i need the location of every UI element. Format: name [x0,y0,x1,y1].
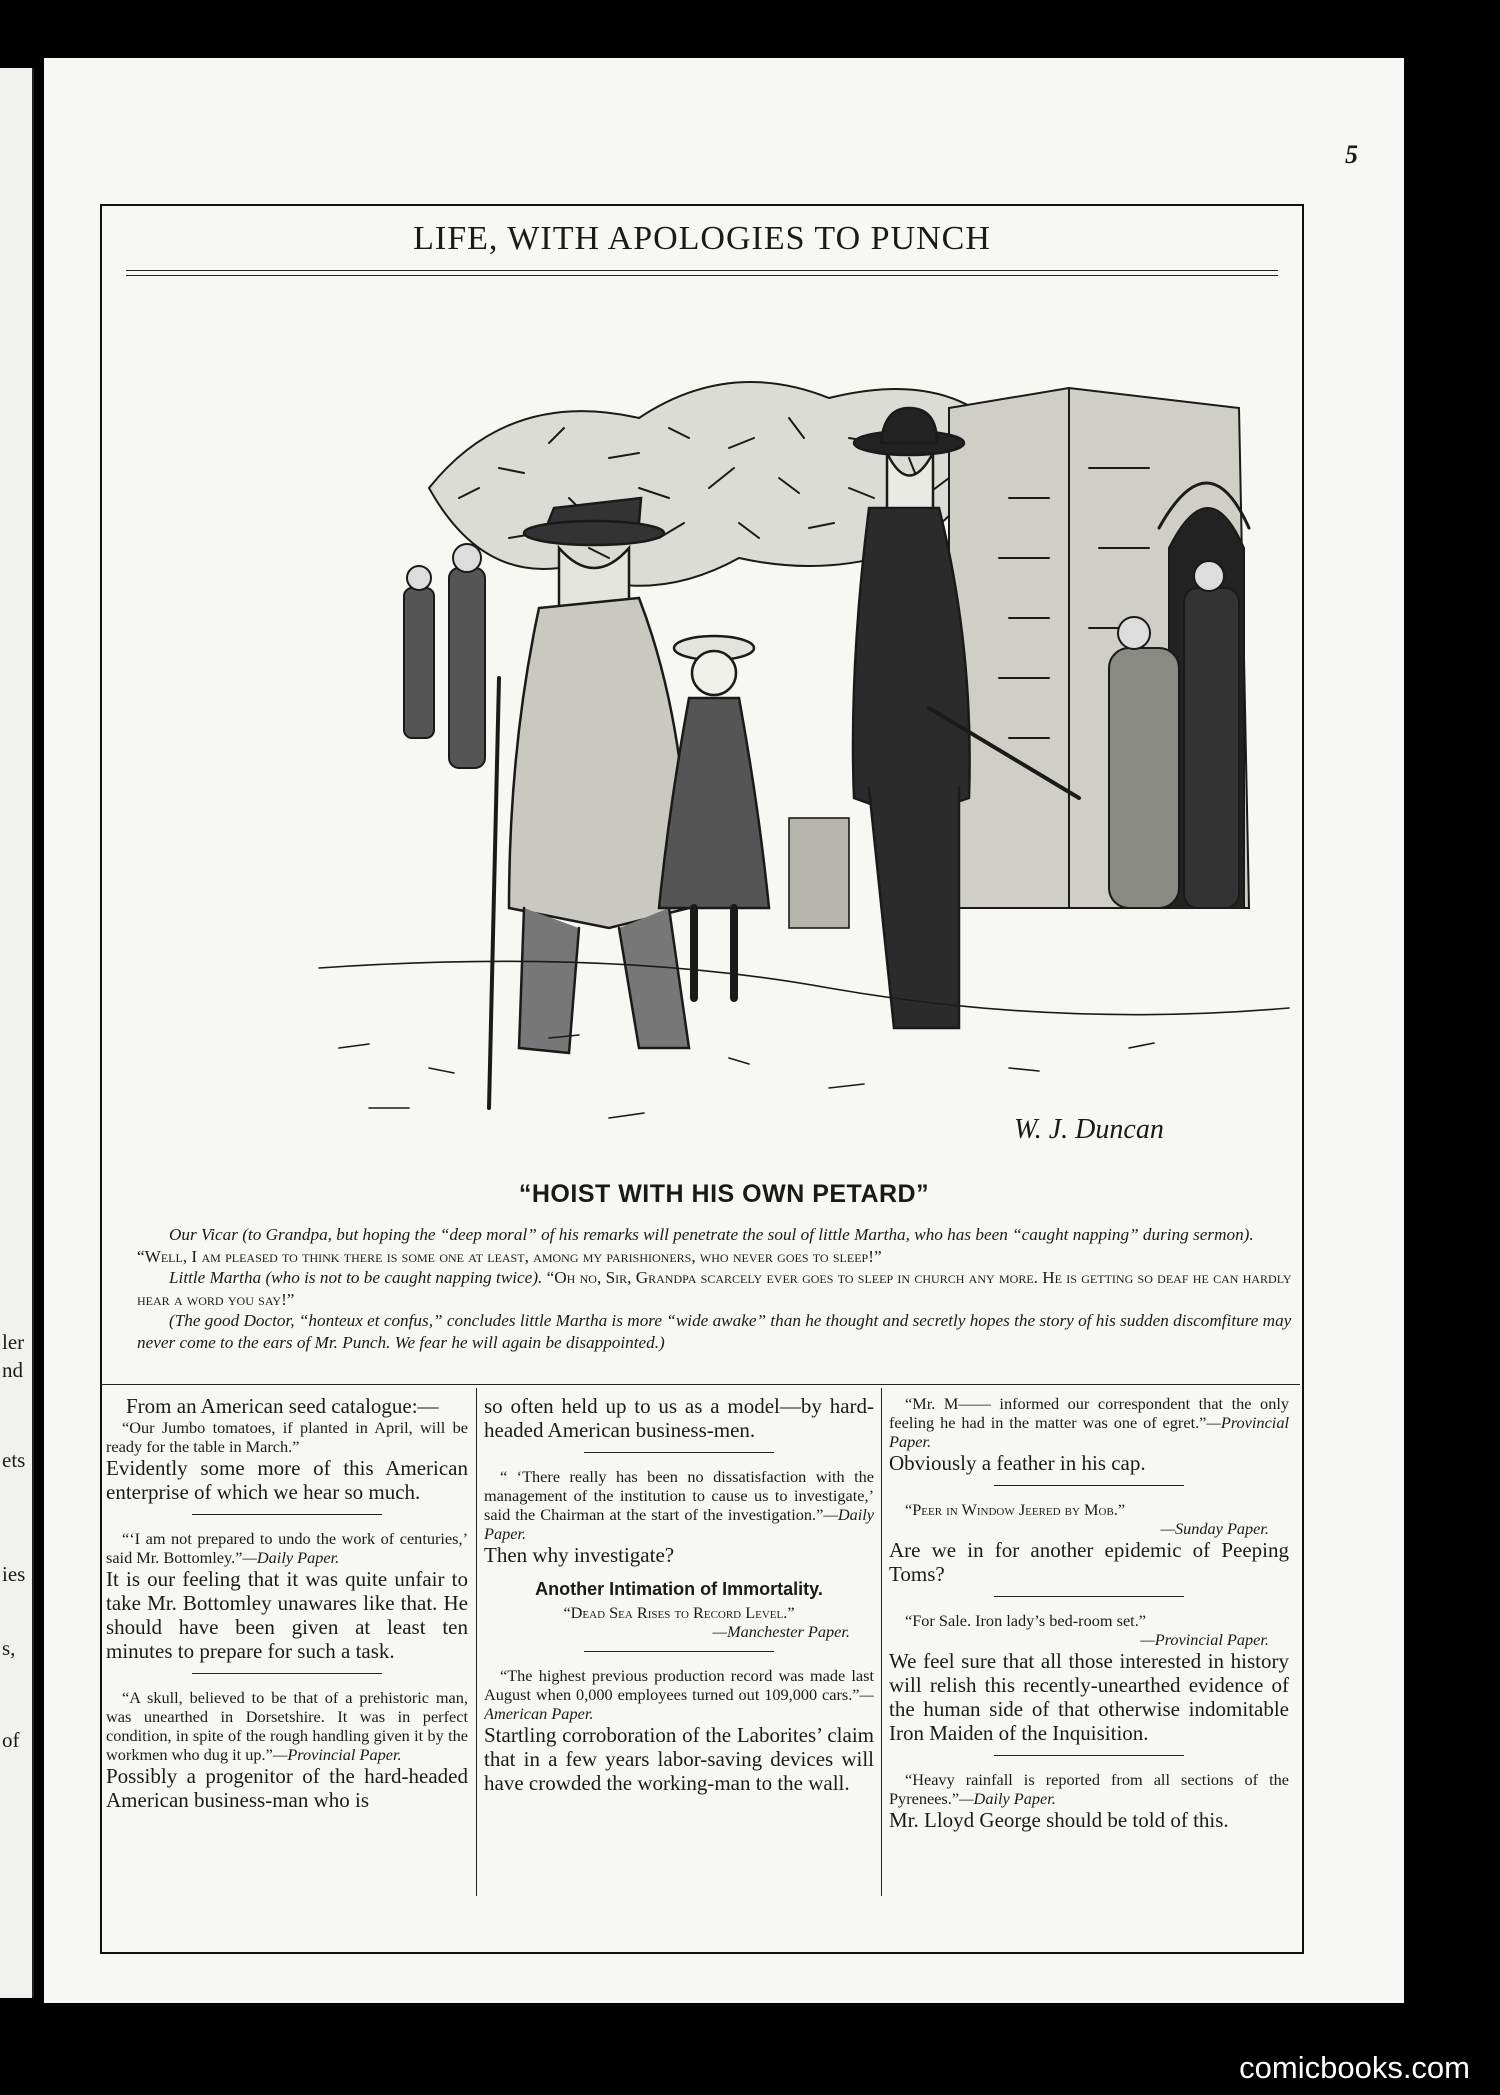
paragraph: From an American seed catalogue:— [126,1394,439,1418]
cartoon-caption [137,1224,1307,1353]
quote-text: “Heavy rainfall is reported from all sections of the Pyrenees.” [889,1770,1289,1808]
comment: so often held up to us as a model—by hard-headed American business-men. [484,1394,874,1442]
title-rule-bottom [126,275,1278,276]
comment: It is our feeling that it was quite unfair to take Mr. Bottomley unawares like that. He should have been given at least ten minutes to prepare for such a task. [106,1567,468,1663]
article-heading: Another Intimation of Immortality. [535,1579,823,1599]
martha-speech: “Oh no, Sir, Grandpa scarcely ever goes to sleep in church any more. He is getting so deaf he can hardly hear a word you say!” [137,1268,1292,1309]
artist-signature: W. J. Duncan [1014,1114,1164,1145]
comment: Then why investigate? [484,1543,675,1567]
quotation [889,1770,1289,1808]
column-2 [484,1394,874,1896]
caption-martha-line [137,1267,1307,1310]
quotation: “Peer in Window Jeered by Mob.” [905,1500,1126,1519]
column-divider-2 [881,1388,882,1896]
quotation: “For Sale. Iron lady’s bed-room set.” [905,1611,1146,1630]
quote-source: —Sunday Paper. [1160,1519,1269,1538]
quotation [484,1666,874,1723]
left-page-fragment: ler [2,1330,25,1354]
little-martha-figure [659,636,769,998]
separator-rule [192,1673,382,1674]
quote-text: “The highest previous production record was made last August when 0,000 employees turned out 109,000 cars.” [484,1666,874,1704]
separator-rule [994,1596,1184,1597]
comment: Obviously a feather in his cap. [889,1451,1146,1475]
quote-source: —Provincial Paper. [1140,1630,1269,1649]
left-page-fragment: ies [2,1562,26,1586]
quotation [106,1529,468,1567]
quote-source: —Manchester Paper. [712,1622,850,1641]
separator-rule [994,1755,1184,1756]
cartoon-illustration [309,348,1294,1168]
speaker-martha: Little Martha [169,1268,262,1287]
separator-rule [584,1651,774,1652]
speaker-vicar: Our Vicar [169,1225,238,1244]
site-watermark: comicbooks.com [1239,2050,1470,2085]
quote-source: —Daily Paper. [484,1505,874,1543]
quote-source: —Daily Paper. [242,1548,340,1567]
column-divider-1 [476,1388,477,1896]
comment: Possibly a progenitor of the hard-headed American business-man who is [106,1764,468,1812]
magazine-page [44,58,1404,2003]
quote-text: “A skull, believed to be that of a prehistoric man, was unearthed in Dorsetshire. It was in perfect condition, in spite of the rough handling given it by the workmen who dug it up.” [106,1688,468,1764]
page-number: 5 [1345,140,1358,169]
comment: Mr. Lloyd George should be told of this. [889,1808,1229,1832]
quotation [889,1394,1289,1451]
quote-source: —American Paper. [484,1685,874,1723]
comment: Are we in for another epidemic of Peeping Toms? [889,1538,1289,1586]
stage-direction: (who is not to be caught napping twice). [261,1268,547,1287]
quote-text: “ ‘There really has been no dissatisfaction with the management of the institution to cause us to investigate,’ said the Chairman at the start of the investigation.” [484,1467,874,1524]
quotation [106,1688,468,1764]
left-page-fragment: of [2,1728,20,1752]
caption-vicar-line [137,1224,1307,1267]
quotation: “Dead Sea Rises to Record Level.” [563,1603,795,1622]
quote-source: —Provincial Paper. [889,1413,1289,1451]
cartoon-title: “HOIST WITH HIS OWN PETARD” [518,1180,930,1208]
caption-bottom-rule [100,1384,1300,1385]
quote-text: “Mr. M—— informed our correspondent that the only feeling he had in the matter was one of egret.” [889,1394,1289,1432]
comment: Evidently some more of this American enterprise of which we hear so much. [106,1456,468,1504]
quotation: “Our Jumbo tomatoes, if planted in April, will be ready for the table in March.” [106,1418,468,1456]
left-page-fragment: nd [2,1358,23,1382]
stage-direction: (to Grandpa, but hoping the “deep moral” of his remarks will penetrate the soul of little Martha, who has been “caught napping” during sermon). [237,1225,1254,1244]
separator-rule [584,1452,774,1453]
quote-text: “‘I am not prepared to undo the work of centuries,’ said Mr. Bottomley.” [106,1529,468,1567]
caption-epilogue: (The good Doctor, “honteux et confus,” concludes little Martha is more “wide awake” than he thought and secretly hopes the story of his sudden discomfiture may never come to the ears of Mr. Punch. We fear he will again be disappointed.) [137,1311,1292,1352]
adjacent-page-edge [0,68,34,1998]
comment: Startling corroboration of the Laborites’ claim that in a few years labor-saving devices will have crowded the working-man to the wall. [484,1723,874,1795]
grandpa-figure [489,498,689,1108]
comment: We feel sure that all those interested in history will relish this recently-unearthed evidence of the human side of that otherwise indomitable Iron Maiden of the Inquisition. [889,1649,1289,1745]
separator-rule [994,1485,1184,1486]
title-rule-top [126,270,1278,271]
quote-source: —Provincial Paper. [272,1745,402,1764]
left-page-fragment: ets [2,1448,26,1472]
vicar-speech: “Well, I am pleased to think there is some one at least, among my parishioners, who never goes to sleep!” [137,1246,882,1266]
section-title: LIFE, WITH APOLOGIES TO PUNCH [413,220,991,257]
quotation [484,1467,874,1543]
quote-source: —Daily Paper. [959,1789,1056,1808]
column-1 [106,1394,468,1896]
separator-rule [192,1514,382,1515]
column-3 [889,1394,1289,1896]
left-page-fragment: s, [2,1636,16,1660]
